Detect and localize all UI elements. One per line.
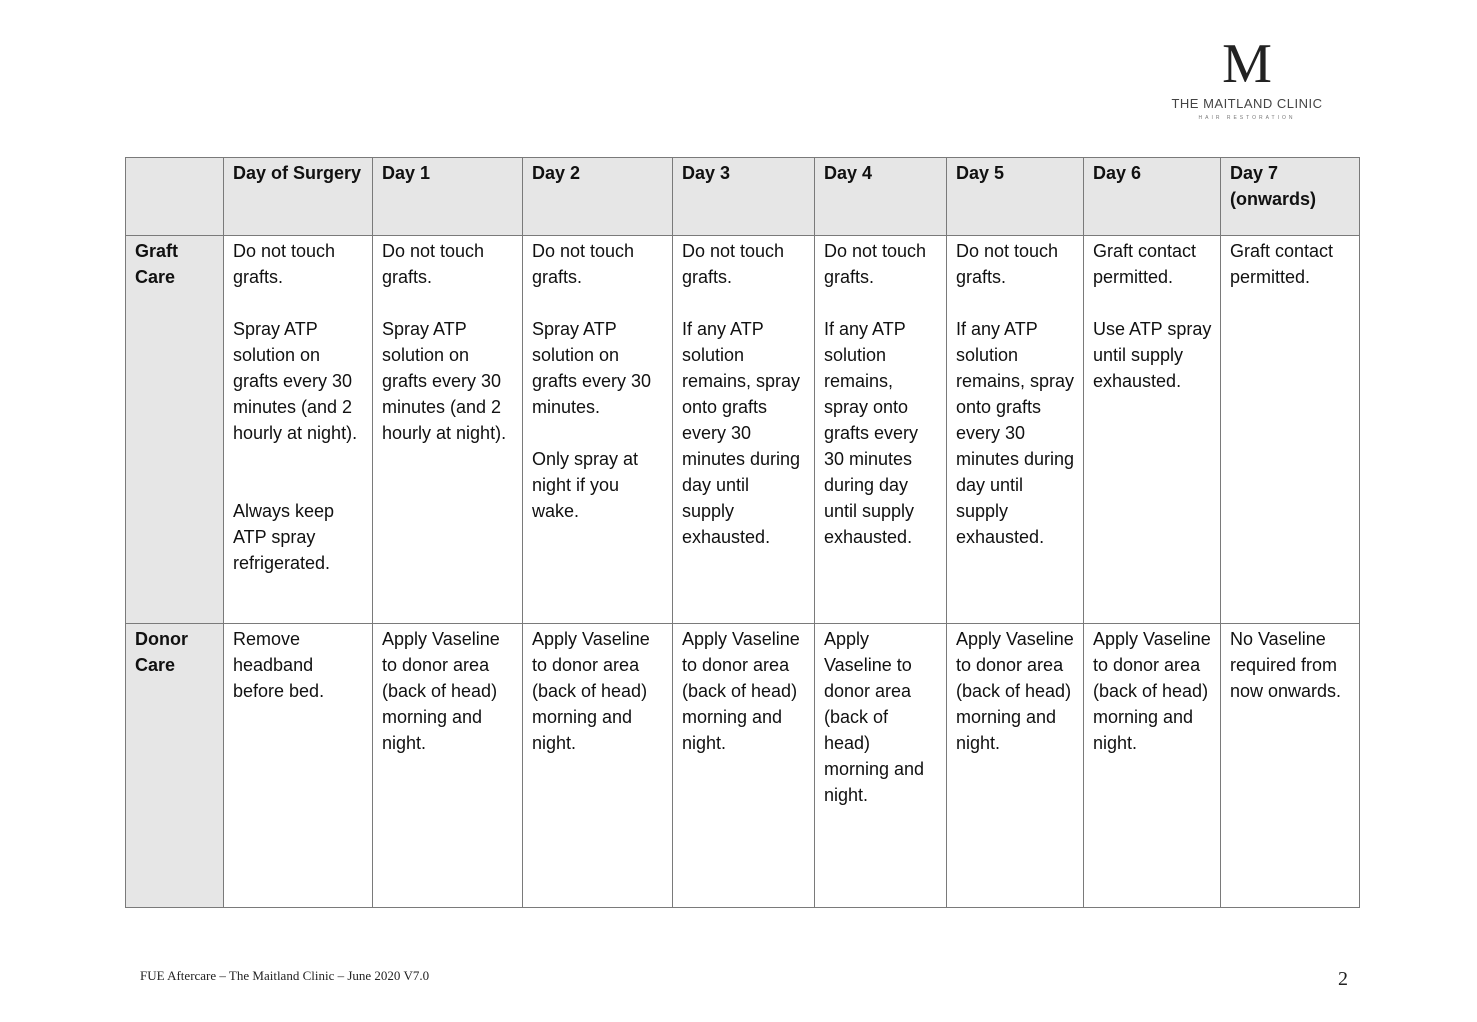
cell-text: Only spray at night if you wake.: [532, 449, 639, 521]
table-cell: [815, 236, 947, 624]
cell-text: Do not touch grafts.: [532, 241, 635, 287]
cell-text: Apply Vaseline to donor area (back of head) morning and night.: [824, 629, 925, 805]
table-header-row: [126, 158, 1360, 236]
table-cell: [224, 624, 373, 908]
cell-text: Apply Vaseline to donor area (back of head) morning and night.: [382, 629, 500, 753]
table-cell: [1221, 624, 1360, 908]
table-row-donor-care: [126, 624, 1360, 908]
cell-text: Spray ATP solution on grafts every 30 minutes.: [532, 319, 652, 417]
logo-monogram: M: [1222, 33, 1272, 95]
cell-text: Apply Vaseline to donor area (back of head) morning and night.: [1093, 629, 1211, 753]
header-day-6: Day 6: [1084, 158, 1221, 236]
cell-text: Do not touch grafts.: [382, 241, 485, 287]
table-cell: [1084, 624, 1221, 908]
table-cell: [947, 624, 1084, 908]
cell-text: Do not touch grafts.: [682, 241, 785, 287]
cell-text: Remove headband before bed.: [233, 629, 325, 701]
cell-text: Always keep ATP spray refrigerated.: [233, 501, 335, 573]
table-cell: [523, 624, 673, 908]
table-cell: [373, 624, 523, 908]
header-day-2: Day 2: [523, 158, 673, 236]
logo-tagline: HAIR RESTORATION: [1198, 115, 1296, 121]
table-cell: [1221, 236, 1360, 624]
table-cell: [815, 624, 947, 908]
logo-clinic-name: THE MAITLAND CLINIC: [1171, 96, 1323, 111]
table-cell: [523, 236, 673, 624]
cell-text: Apply Vaseline to donor area (back of head) morning and night.: [532, 629, 650, 753]
cell-text: Spray ATP solution on grafts every 30 minutes (and 2 hourly at night).: [233, 319, 358, 443]
clinic-logo: [1156, 33, 1338, 121]
footer-document-info: FUE Aftercare – The Maitland Clinic – June 2020 V7.0: [140, 968, 430, 983]
cell-text: Spray ATP solution on grafts every 30 minutes (and 2 hourly at night).: [382, 319, 507, 443]
cell-text: Apply Vaseline to donor area (back of head) morning and night.: [956, 629, 1074, 753]
header-corner-cell: [126, 158, 224, 236]
table-cell: [673, 236, 815, 624]
cell-text: No Vaseline required from now onwards.: [1230, 629, 1342, 701]
table-cell: [673, 624, 815, 908]
aftercare-schedule-table: [125, 157, 1360, 908]
cell-text: If any ATP solution remains, spray onto grafts every 30 minutes during day until supply exhausted.: [682, 319, 801, 547]
cell-text: Do not touch grafts.: [956, 241, 1059, 287]
table-cell: [373, 236, 523, 624]
page-number: 2: [1338, 968, 1348, 990]
cell-text: Use ATP spray until supply exhausted.: [1093, 319, 1212, 391]
table-row-graft-care: [126, 236, 1360, 624]
cell-text: Apply Vaseline to donor area (back of head) morning and night.: [682, 629, 800, 753]
cell-text: If any ATP solution remains, spray onto grafts every 30 minutes during day until supply exhausted.: [956, 319, 1075, 547]
cell-text: If any ATP solution remains, spray onto grafts every 30 minutes during day until supply exhausted.: [824, 319, 919, 547]
header-day-3: Day 3: [673, 158, 815, 236]
header-day-7-onwards: Day 7 (onwards): [1221, 158, 1360, 236]
row-label-graft-care: Graft Care: [126, 236, 224, 624]
table-cell: [1084, 236, 1221, 624]
row-label-donor-care: Donor Care: [126, 624, 224, 908]
header-day-of-surgery: Day of Surgery: [224, 158, 373, 236]
header-day-4: Day 4: [815, 158, 947, 236]
header-day-5: Day 5: [947, 158, 1084, 236]
table-cell: [224, 236, 373, 624]
cell-text: Do not touch grafts.: [824, 241, 927, 287]
header-day-1: Day 1: [373, 158, 523, 236]
cell-text: Graft contact permitted.: [1093, 241, 1197, 287]
cell-text: Graft contact permitted.: [1230, 241, 1334, 287]
cell-text: Do not touch grafts.: [233, 241, 336, 287]
table-cell: [947, 236, 1084, 624]
